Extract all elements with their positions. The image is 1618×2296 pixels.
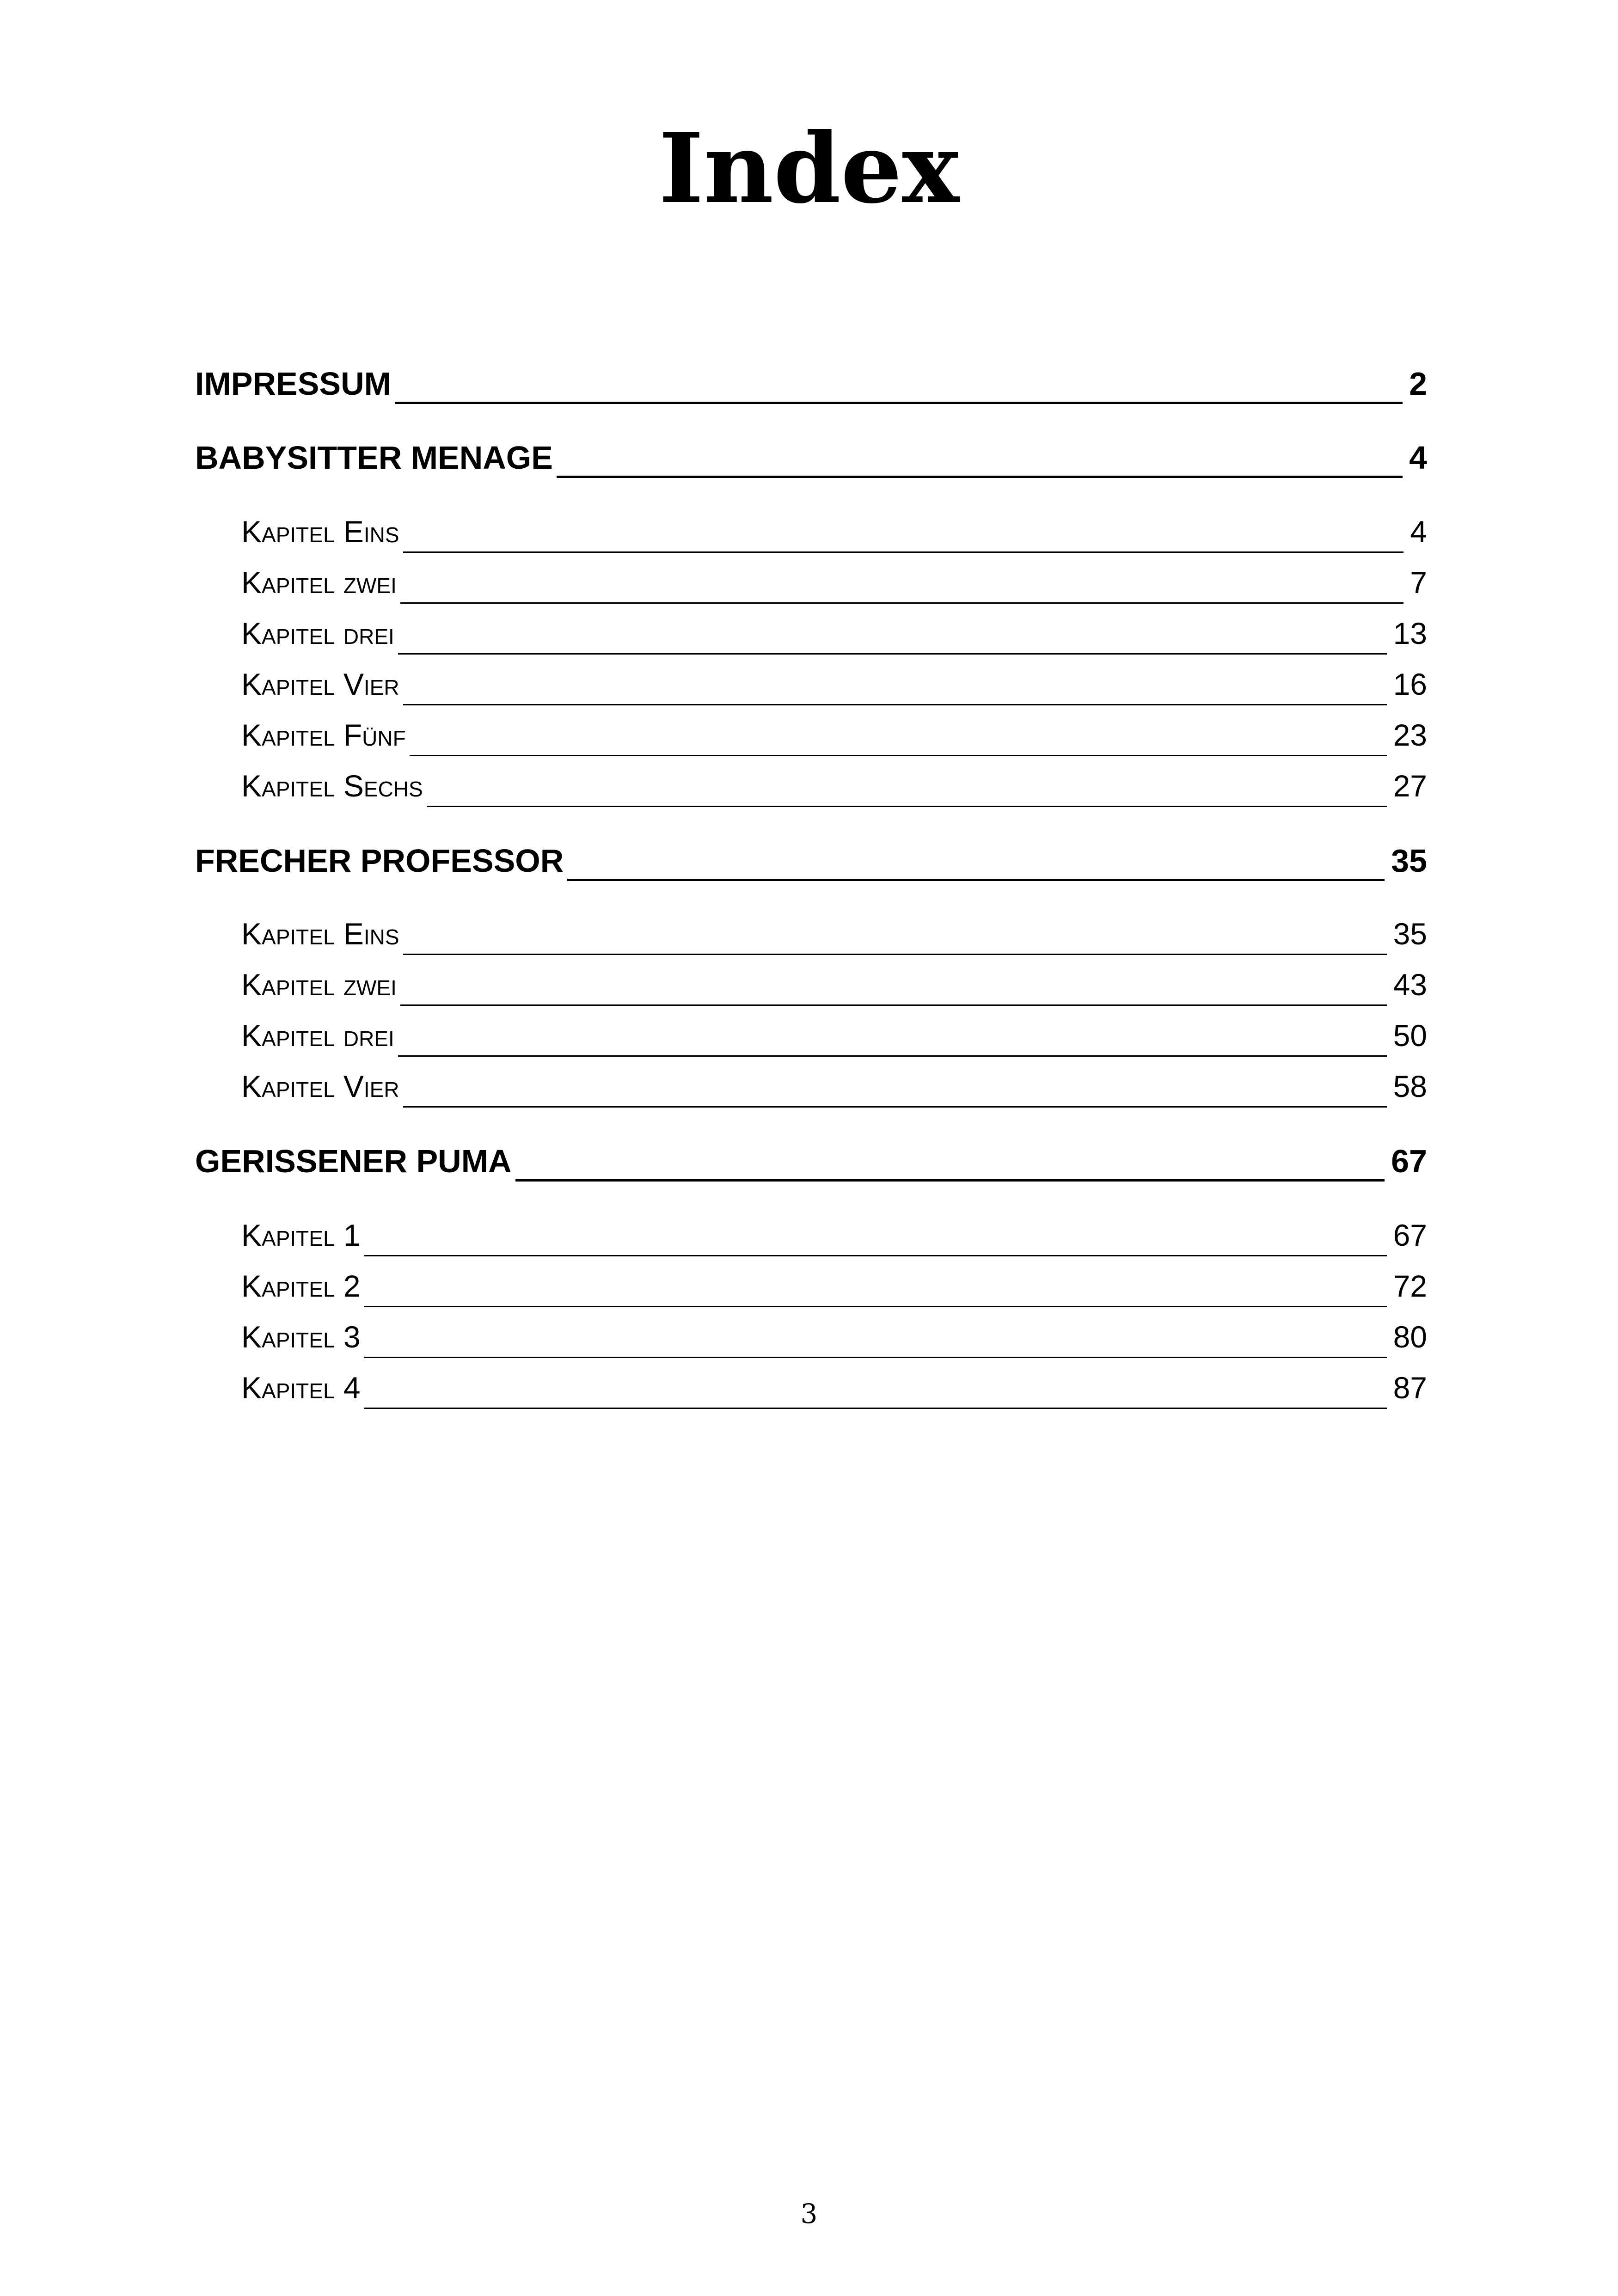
toc-entry-label: Kapitel 3 — [241, 1320, 361, 1354]
toc-entry-page: 67 — [1391, 1143, 1427, 1179]
toc-subentry[interactable] — [241, 1319, 1427, 1365]
toc-subentry[interactable] — [241, 616, 1427, 662]
toc-subentry[interactable] — [241, 916, 1427, 962]
toc-subentry[interactable] — [241, 1069, 1427, 1115]
toc-entry-page: 35 — [1393, 917, 1427, 951]
toc-entry-page: 67 — [1393, 1218, 1427, 1252]
toc-entry-label: BABYSITTER MENAGE — [195, 440, 553, 476]
toc-subentry[interactable] — [241, 1018, 1427, 1064]
toc-entry-label: IMPRESSUM — [195, 366, 391, 402]
toc-entry-page: 2 — [1409, 366, 1427, 402]
toc-subentry[interactable] — [241, 717, 1427, 764]
toc-subentry[interactable] — [241, 667, 1427, 713]
leader-line — [395, 402, 1403, 404]
leader-line — [515, 1179, 1385, 1182]
page-title: Index — [658, 112, 960, 225]
toc-subentry[interactable] — [241, 1218, 1427, 1264]
toc-entry-label: Kapitel Vier — [241, 1069, 399, 1103]
toc-entry-label: Kapitel 4 — [241, 1371, 361, 1405]
leader-line — [398, 1055, 1387, 1057]
leader-line — [400, 1004, 1387, 1006]
toc-entry-page: 87 — [1393, 1371, 1427, 1405]
toc-entry-label: GERISSENER PUMA — [195, 1143, 512, 1179]
toc-subentry[interactable] — [241, 1268, 1427, 1315]
toc-entry-page: 13 — [1393, 616, 1427, 650]
toc-entry-label: Kapitel Vier — [241, 667, 399, 701]
toc-subentry[interactable] — [241, 768, 1427, 814]
toc-entry-label: Kapitel zwei — [241, 967, 397, 1002]
toc-entry-page: 58 — [1393, 1069, 1427, 1103]
page-number: 3 — [800, 2198, 818, 2229]
toc-entry-page: 4 — [1409, 440, 1427, 476]
toc-entry-label: Kapitel 1 — [241, 1218, 361, 1252]
leader-line — [400, 602, 1403, 604]
toc-entry-page: 4 — [1410, 514, 1427, 549]
leader-line — [403, 551, 1404, 553]
toc-entry[interactable] — [195, 365, 1427, 411]
leader-line — [557, 476, 1403, 478]
leader-line — [403, 1106, 1387, 1108]
toc-entry[interactable] — [195, 1143, 1427, 1189]
toc-entry-label: Kapitel drei — [241, 616, 394, 650]
toc-entry-label: Kapitel Eins — [241, 514, 399, 549]
toc-entry-label: Kapitel zwei — [241, 565, 397, 600]
leader-line — [364, 1357, 1387, 1358]
leader-line — [364, 1408, 1387, 1409]
toc-subentry[interactable] — [241, 1370, 1427, 1416]
toc-entry-label: Kapitel Fünf — [241, 718, 406, 752]
toc-entry-page: 7 — [1410, 565, 1427, 600]
toc-entry-page: 50 — [1393, 1018, 1427, 1053]
leader-line — [364, 1306, 1387, 1307]
toc-entry-label: Kapitel Eins — [241, 917, 399, 951]
toc-entry-page: 16 — [1393, 667, 1427, 701]
toc-entry[interactable] — [195, 439, 1427, 485]
toc-entry-label: Kapitel Sechs — [241, 769, 423, 803]
toc-entry-page: 72 — [1393, 1269, 1427, 1303]
leader-line — [403, 954, 1387, 955]
leader-line — [427, 806, 1387, 807]
toc-entry-page: 80 — [1393, 1320, 1427, 1354]
toc-entry-page: 23 — [1393, 718, 1427, 752]
toc-entry-page: 35 — [1391, 843, 1427, 879]
toc-entry[interactable] — [195, 842, 1427, 888]
leader-line — [410, 755, 1387, 756]
leader-line — [364, 1255, 1387, 1256]
leader-line — [398, 653, 1387, 655]
toc-entry-page: 43 — [1393, 967, 1427, 1002]
toc-entry-label: Kapitel 2 — [241, 1269, 361, 1303]
toc-subentry[interactable] — [241, 514, 1427, 560]
toc-subentry[interactable] — [241, 565, 1427, 611]
leader-line — [567, 879, 1385, 881]
leader-line — [403, 704, 1387, 705]
toc-entry-label: Kapitel drei — [241, 1018, 394, 1053]
toc-subentry[interactable] — [241, 967, 1427, 1013]
toc-entry-label: FRECHER PROFESSOR — [195, 843, 564, 879]
toc-entry-page: 27 — [1393, 769, 1427, 803]
